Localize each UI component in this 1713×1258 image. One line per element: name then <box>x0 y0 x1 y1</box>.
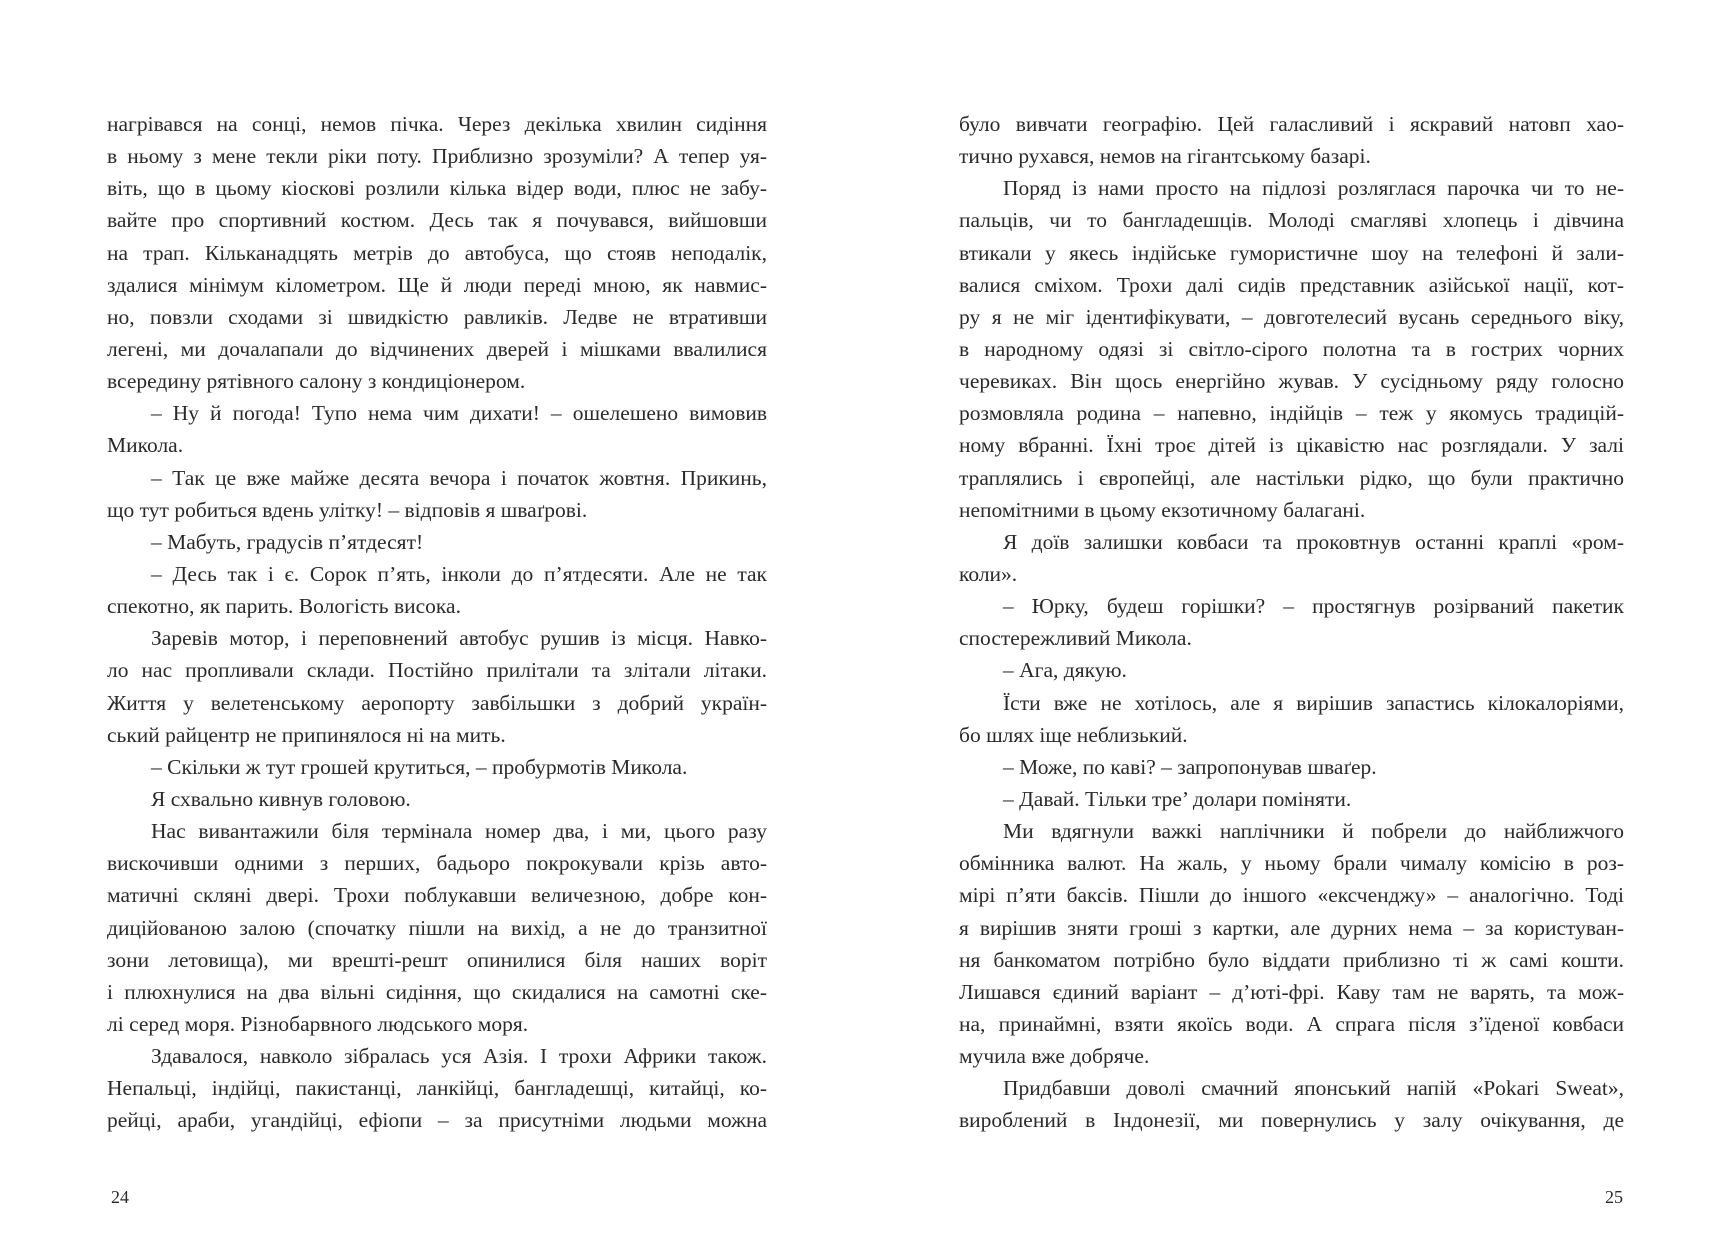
text-line: обмінника валют. На жаль, у ньому брали чималу комісію в роз- <box>959 851 1624 876</box>
right-page-number: 25 <box>1605 1187 1623 1207</box>
text-line: що тут робиться вдень улітку! – відповів я шваґрові. <box>107 497 588 522</box>
text-line: вайте про спортивний костюм. Десь так я почувався, вийшовши <box>107 208 767 233</box>
text-line: Непальці, індійці, пакистанці, ланкійці, бангладешці, китайці, ко- <box>107 1076 767 1101</box>
text-line: рейці, араби, угандійці, ефіопи – за присутніми людьми можна <box>107 1108 767 1133</box>
text-line: і плюхнулися на два вільні сидіння, що скидалися на самотні ске- <box>107 979 767 1004</box>
text-line: – Так це вже майже десята вечора і початок жовтня. Прикинь, <box>151 465 767 490</box>
text-line: непомітними в цьому екзотичному балагані. <box>959 497 1366 522</box>
text-line: Ми вдягнули важкі наплічники й побрели до найближчого <box>1003 819 1624 844</box>
text-line: тично рухався, немов на гігантському базарі. <box>959 144 1371 169</box>
text-line: було вивчати географію. Цей галасливий і яскравий натовп хао- <box>959 112 1624 136</box>
text-line: Микола. <box>107 433 184 458</box>
text-line: – Мабуть, градусів п’ятдесят! <box>151 529 424 554</box>
text-line: Заревів мотор, і переповнений автобус рушив із місця. Навко- <box>151 626 767 651</box>
text-line: Я схвально кивнув головою. <box>151 786 411 811</box>
text-line: валися сміхом. Трохи далі сидів представник азійської нації, кот- <box>959 272 1624 297</box>
left-page-text <box>107 108 767 1137</box>
text-line: вироблений в Індонезії, ми повернулись у залу очікування, де <box>959 1108 1624 1133</box>
text-line: Я доїв залишки ковбаси та проковтнув останні краплі «ром- <box>1003 529 1624 554</box>
text-line: матичні скляні двері. Трохи поблукавши величезною, добре кон- <box>107 883 767 908</box>
text-line: ру я не міг ідентифікувати, – довготелесий вусань середнього віку, <box>959 304 1624 329</box>
text-line: віть, що в цьому кіоскові розлили кілька відер води, плюс не забу- <box>107 176 767 201</box>
text-line: Їсти вже не хотілось, але я вирішив запастись кілокалоріями, <box>1003 690 1624 715</box>
text-line: – Ну й погода! Тупо нема чим дихати! – ошелешено вимовив <box>151 401 767 426</box>
text-line: – Скільки ж тут грошей крутиться, – пробурмотів Микола. <box>151 754 688 779</box>
text-line: ський райцентр не припинялося ні на мить. <box>107 722 506 747</box>
text-line: диційованою залою (спочатку пішли на вихід, а не до транзитної <box>107 915 767 940</box>
text-line: траплялись і європейці, але настільки рідко, що були практично <box>959 465 1624 490</box>
text-line: мучила вже добряче. <box>959 1044 1150 1069</box>
text-line: ня банкоматом потрібно було віддати приблизно ті ж самі кошти. <box>959 947 1624 972</box>
text-line: пальців, чи то бангладешців. Молоді смагляві хлопець і дівчина <box>959 208 1624 233</box>
text-line: – Може, по каві? – запропонував шваґер. <box>1003 754 1377 779</box>
text-line: вискочивши одними з перших, бадьоро покрокували крізь авто- <box>107 851 767 876</box>
text-line: Нас вивантажили біля термінала номер два, і ми, цього разу <box>151 819 767 844</box>
text-line: розмовляла родина – напевно, індійців – теж у якомусь традицій- <box>959 401 1624 426</box>
text-line: спекотно, як парить. Вологість висока. <box>107 594 461 619</box>
text-line: бо шлях іще неблизький. <box>959 722 1188 747</box>
text-line: коли». <box>959 561 1018 586</box>
text-line: но, повзли сходами зі швидкістю равликів. Ледве не втративши <box>107 304 767 329</box>
text-line: – Ага, дякую. <box>1003 658 1127 683</box>
text-line: втикали у якесь індійське гумористичне шоу на телефоні й зали- <box>959 240 1624 265</box>
text-line: Життя у велетенському аеропорту завбільшки з добрий україн- <box>107 690 767 715</box>
text-line: легені, ми дочалапали до відчинених дверей і мішками ввалилися <box>107 336 767 361</box>
text-line: черевиках. Він щось енергійно жував. У сусідньому ряду голосно <box>959 369 1624 394</box>
text-line: Лишався єдиний варіант – д’юті-фрі. Каву там не варять, та мож- <box>959 979 1624 1004</box>
right-page-text <box>959 108 1624 1137</box>
text-line: здалися мінімум кілометром. Ще й люди переді мною, як навмис- <box>107 272 767 297</box>
text-line: лі серед моря. Різнобарвного людського моря. <box>107 1011 529 1036</box>
text-line: мірі п’яти баксів. Пішли до іншого «ексченджу» – аналогічно. Тоді <box>959 883 1624 908</box>
text-line: на трап. Кільканадцять метрів до автобуса, що стояв неподалік, <box>107 240 767 265</box>
text-line: на, принаймні, взяти якоїсь води. А спрага після з’їденої ковбаси <box>959 1011 1624 1036</box>
text-line: Поряд із нами просто на підлозі розляглася парочка чи то не- <box>1003 176 1624 201</box>
text-line: Здавалося, навколо зібралась уся Азія. І трохи Африки також. <box>151 1044 767 1069</box>
text-line: – Юрку, будеш горішки? – простягнув розірваний пакетик <box>1003 594 1624 619</box>
text-line: – Давай. Тільки тре’ долари поміняти. <box>1003 786 1352 811</box>
text-line: в ньому з мене текли ріки поту. Приблизно зрозуміли? А тепер уя- <box>107 144 767 169</box>
text-line: – Десь так і є. Сорок п’ять, інколи до п’ятдесяти. Але не так <box>151 561 767 586</box>
text-line: ло нас пропливали склади. Постійно прилітали та злітали літаки. <box>107 658 767 683</box>
text-line: нагрівався на сонці, немов пічка. Через декілька хвилин сидіння <box>107 112 767 136</box>
text-line: в народному одязі зі світло-сірого полотна та в гострих чорних <box>959 336 1624 361</box>
text-line: зони летовища), ми врешті-решт опинилися біля наших воріт <box>107 947 767 972</box>
text-line: ному вбранні. Їхні троє дітей із цікавістю нас розглядали. У залі <box>959 433 1624 458</box>
text-line: я вирішив зняти гроші з картки, але дурних нема – за користуван- <box>959 915 1624 940</box>
left-page-number: 24 <box>111 1187 129 1207</box>
text-line: всередину рятівного салону з кондиціонером. <box>107 369 526 394</box>
text-line: Придбавши доволі смачний японський напій «Pokari Sweat», <box>1003 1076 1624 1101</box>
text-line: спостережливий Микола. <box>959 626 1192 651</box>
right-page <box>856 0 1713 1258</box>
left-page <box>0 0 856 1258</box>
